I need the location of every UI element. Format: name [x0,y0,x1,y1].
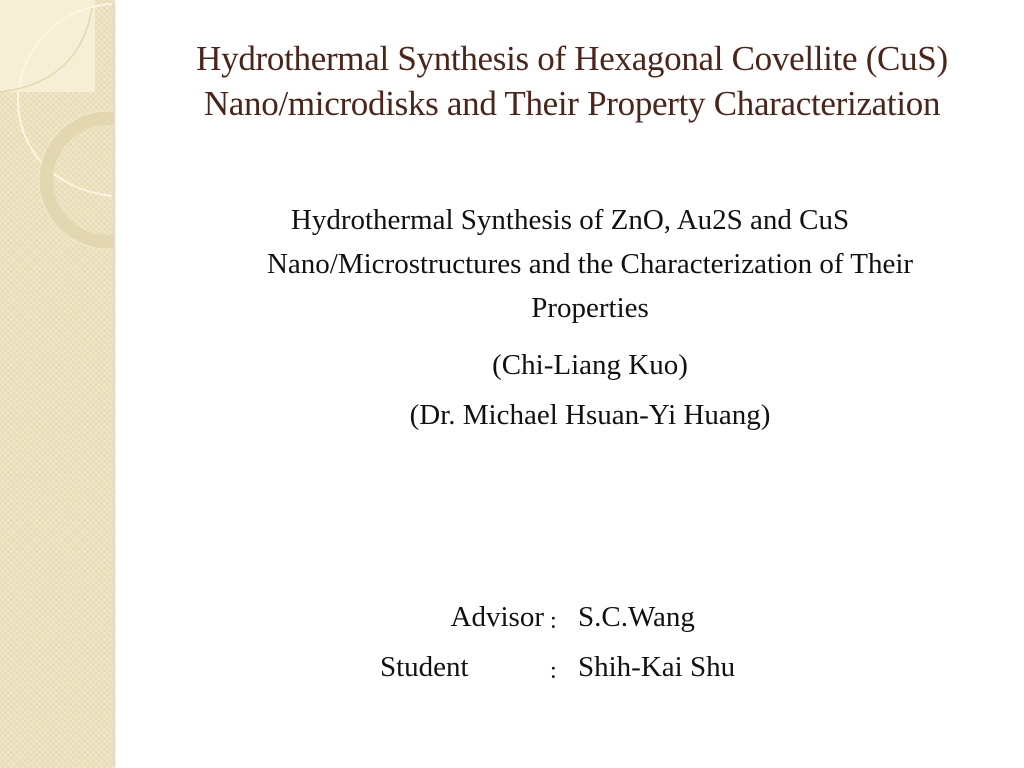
decorative-sidebar [0,0,113,768]
thesis-title [180,198,1000,330]
thesis-line-1: Hydrothermal Synthesis of ZnO, Au2S and CuS [290,204,850,236]
author-advisor: (Dr. Michael Hsuan-Yi Huang) [409,399,771,431]
author-name: (Chi-Liang Kuo) [492,349,688,381]
student-value: Shih-Kai Shu [578,651,736,683]
thesis-line-2: Nano/Microstructures and the Characterization of Their [266,248,914,280]
student-colon: : [550,658,557,684]
thesis-line-3: Properties [531,292,649,324]
advisor-colon: : [550,608,557,634]
title-line-2: Nano/microdisks and Their Property Characterization [203,84,941,123]
decorative-arcs-icon [0,0,113,768]
advisor-label: Advisor [450,601,544,633]
credit-row-advisor [360,592,800,642]
credits-block [360,592,800,692]
slide-title [120,36,1024,126]
author-block [180,340,1000,440]
student-label: Student [380,651,469,683]
advisor-value: S.C.Wang [578,601,695,633]
credit-row-student [360,642,800,692]
title-line-1: Hydrothermal Synthesis of Hexagonal Covellite (CuS) [196,39,948,78]
